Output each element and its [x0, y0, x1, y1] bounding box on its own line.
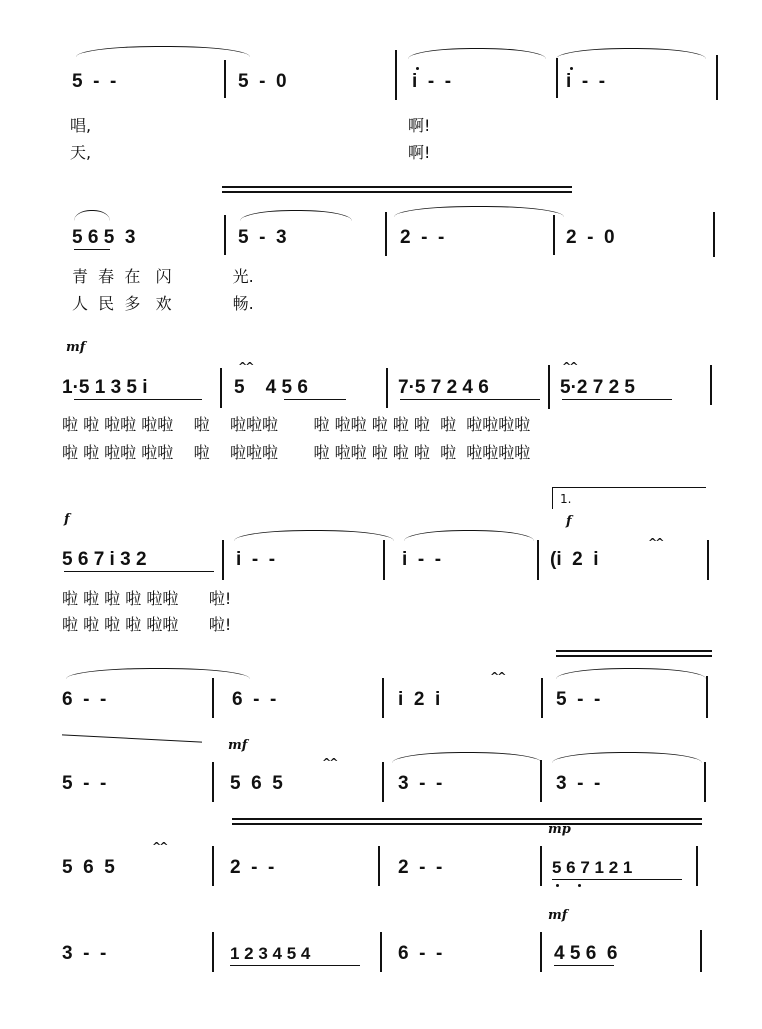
dynamic-mp: mp [548, 822, 571, 837]
measure-6-2: 5 6 5 [230, 773, 283, 794]
volta-ending: 1. [560, 492, 572, 506]
dynamic-mf-3: mf [548, 908, 568, 923]
measure-3-4: 5·2 7 2 5 [560, 377, 635, 398]
lyric-4-b: 啦 啦 啦 啦 啦啦 啦! [62, 615, 232, 634]
lyric-3-b: 啦 啦 啦啦 啦啦 啦 啦啦啦 啦 啦啦 啦 啦 啦 啦 啦啦啦啦 [62, 443, 531, 462]
measure-2-3: 2 - - [400, 227, 445, 248]
measure-4-2: i - - [236, 549, 276, 570]
music-score: 5 - - 5 - 0 i - - i - - 唱, 啊! 天, 啊! 5 6 5 3 5 - 3 2 - - 2 - 0 青 春 在 闪 光. 人 民 多 欢 畅. mf ^^ ^^ 1·5 1 3 5 i 5 4 5 6 7·5 7 2 4 6 5·2 7 2 5 啦 啦 啦啦 啦啦 啦 啦啦啦 啦 啦啦 啦 啦 啦 啦 啦啦啦啦 啦 啦 啦啦 啦啦 啦 啦啦啦 啦 啦啦 啦 啦 啦 啦 啦啦啦啦 1. f f ^^ 5 6 7 i 3 2 i - - i - - (i 2 i 啦 啦 啦 啦 啦啦 啦! 啦 啦 啦 啦 啦啦 啦! ^^ 6 - - 6 - - i 2 i 5 - - mf ^^ 5 - - 5 6 5 3 - - 3 - - mp ^^ 5 6 5 2 - - 2 - - 5 6 7 1 2 1 mf 3 - - 1 2 3 4 5 4 6 - - 4 5 6 6 [0, 0, 762, 1029]
measure-7-4: 5 6 7 1 2 1 [552, 858, 633, 877]
measure-8-3: 6 - - [398, 943, 443, 964]
lyric-3-a: 啦 啦 啦啦 啦啦 啦 啦啦啦 啦 啦啦 啦 啦 啦 啦 啦啦啦啦 [62, 415, 531, 434]
measure-2-2: 5 - 3 [238, 227, 287, 248]
measure-2-1: 5 6 5 3 [72, 227, 136, 248]
measure-2-4: 2 - 0 [566, 227, 615, 248]
measure-5-4: 5 - - [556, 689, 601, 710]
lyric-1-d: 啊! [408, 143, 431, 162]
measure-1-2: 5 - 0 [238, 71, 287, 92]
measure-3-1: 1·5 1 3 5 i [62, 377, 148, 398]
measure-5-3: i 2 i [398, 689, 441, 710]
measure-1-4: i - - [566, 71, 606, 92]
measure-4-4: (i 2 i [550, 549, 599, 570]
measure-7-1: 5 6 5 [62, 857, 115, 878]
dynamic-f-2: f [566, 514, 572, 529]
dynamic-mf: mf [66, 340, 86, 355]
lyric-1-b: 啊! [408, 116, 431, 135]
measure-8-2: 1 2 3 4 5 4 [230, 944, 311, 963]
measure-6-4: 3 - - [556, 773, 601, 794]
lyric-1-a: 唱, [70, 116, 92, 135]
measure-4-1: 5 6 7 i 3 2 [62, 549, 147, 570]
measure-1-1: 5 - - [72, 71, 117, 92]
measure-6-3: 3 - - [398, 773, 443, 794]
lyric-2-a: 青 春 在 闪 光. [72, 267, 254, 286]
measure-1-3: i - - [412, 71, 452, 92]
lyric-1-c: 天, [70, 143, 92, 162]
lyric-4-a: 啦 啦 啦 啦 啦啦 啦! [62, 589, 232, 608]
measure-8-1: 3 - - [62, 943, 107, 964]
dynamic-f-1: f [64, 512, 70, 527]
measure-8-4: 4 5 6 6 [554, 943, 618, 964]
measure-3-3: 7·5 7 2 4 6 [398, 377, 489, 398]
measure-3-2: 5 4 5 6 [234, 377, 308, 398]
measure-7-3: 2 - - [398, 857, 443, 878]
measure-4-3: i - - [402, 549, 442, 570]
lyric-2-b: 人 民 多 欢 畅. [72, 294, 254, 313]
measure-5-2: 6 - - [232, 689, 277, 710]
measure-5-1: 6 - - [62, 689, 107, 710]
measure-7-2: 2 - - [230, 857, 275, 878]
measure-6-1: 5 - - [62, 773, 107, 794]
dynamic-mf-2: mf [228, 738, 248, 753]
